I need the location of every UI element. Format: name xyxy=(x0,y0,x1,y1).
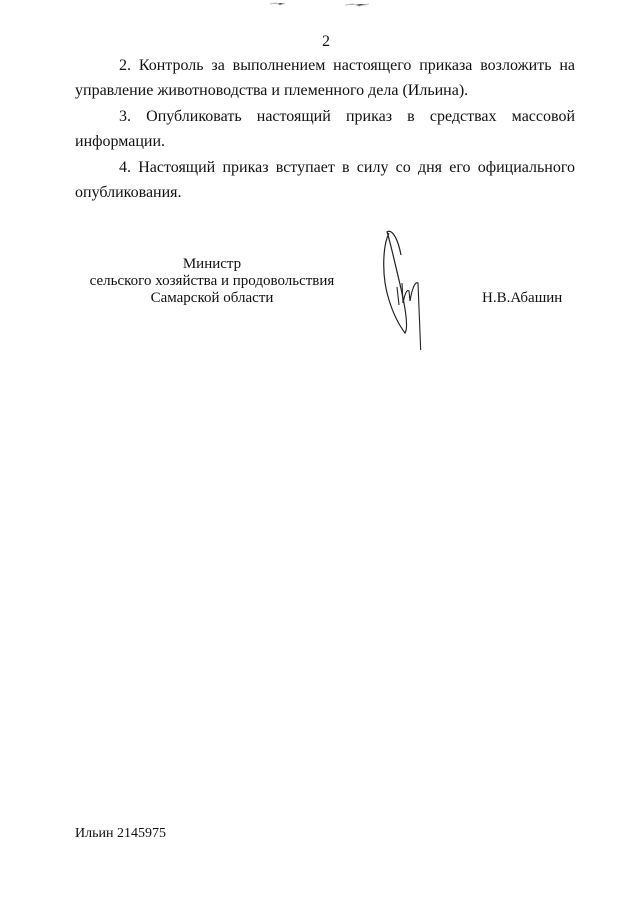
page-number: 2 xyxy=(322,33,330,50)
signatory-title-line: Самарской области xyxy=(150,290,274,306)
signatory-title xyxy=(80,256,344,307)
paragraph-2: 2. Контроль за выполнением настоящего приказа возложить на управление животноводства и племенного дела (Ильина). xyxy=(75,57,575,99)
signatory-title-line: сельского хозяйства и продовольствия xyxy=(89,273,335,289)
scan-artifact xyxy=(265,0,385,8)
paragraph-3: 3. Опубликовать настоящий приказ в средствах массовой информации. xyxy=(75,108,575,150)
document-body xyxy=(75,53,575,206)
paragraph-4: 4. Настоящий приказ вступает в силу со дня его официального опубликования. xyxy=(75,159,575,201)
executor-footer: Ильин 2145975 xyxy=(75,826,166,841)
handwritten-signature xyxy=(375,225,445,350)
signatory-name: Н.В.Абашин xyxy=(482,290,563,306)
signatory-title-line: Министр xyxy=(182,256,242,272)
